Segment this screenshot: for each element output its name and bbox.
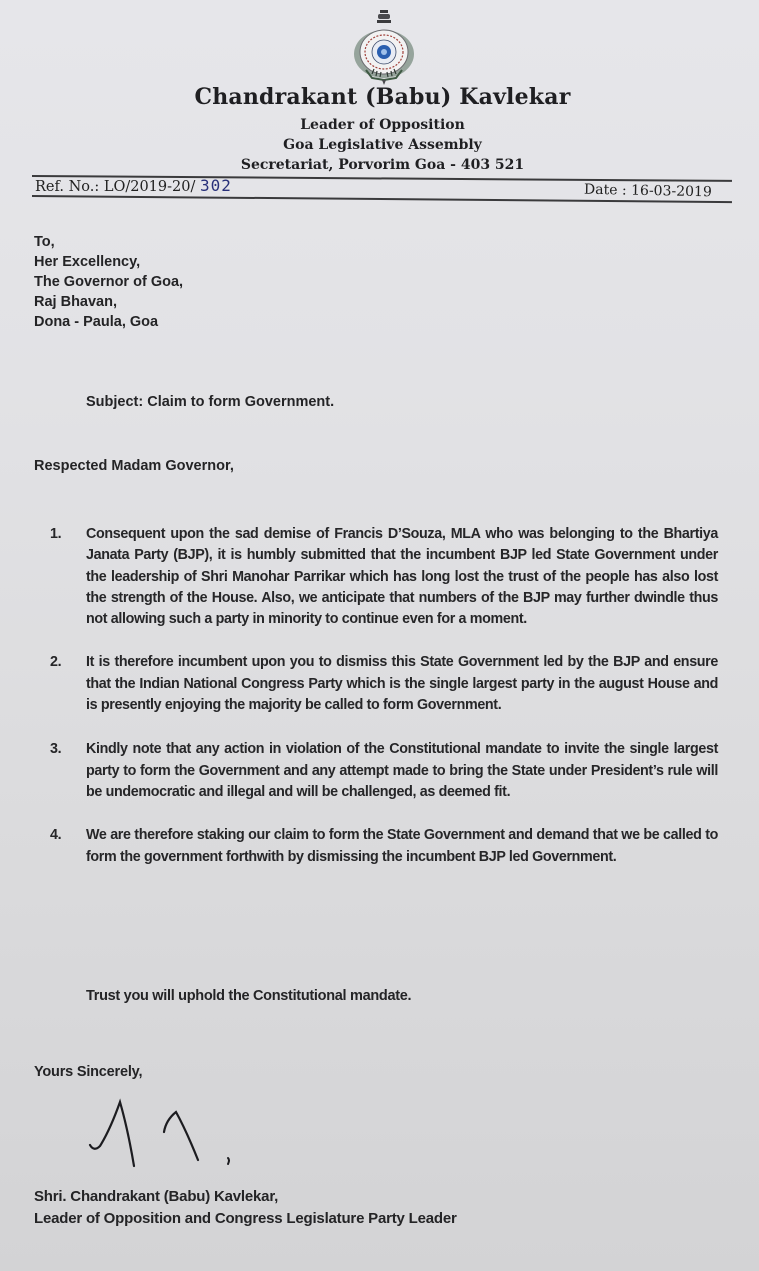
signer-title: Leader of Opposition and Congress Legislature Party Leader	[34, 1210, 457, 1227]
recipient-line: To,	[34, 234, 55, 250]
list-item	[50, 825, 718, 868]
letterhead-designation: Leader of Opposition	[300, 117, 465, 133]
recipient-address	[34, 232, 183, 332]
letter-date: Date : 16-03-2019	[583, 181, 712, 201]
point-number: 3.	[50, 741, 62, 758]
closing: Yours Sincerely,	[34, 1064, 143, 1080]
recipient-line: Dona - Paula, Goa	[34, 314, 159, 330]
letterhead-address: Secretariat, Porvorim Goa - 403 521	[240, 157, 525, 173]
reference-label: Ref. No.: LO/2019-20/	[35, 179, 196, 195]
numbered-points	[50, 524, 718, 868]
salutation: Respected Madam Governor,	[34, 458, 234, 474]
signer-name: Shri. Chandrakant (Babu) Kavlekar,	[34, 1188, 279, 1205]
emblem-icon	[342, 8, 426, 86]
point-text: Kindly note that any action in violation of the Constitutional mandate to invite the single largest party to form the Government and any attempt made to bring the State under President’s rule will be undemocratic and illegal and will be challenged, as deemed fit.	[86, 741, 718, 800]
list-item	[50, 652, 718, 716]
point-number: 4.	[50, 827, 62, 844]
letterhead-office: Goa Legislative Assembly	[283, 137, 482, 153]
point-text: We are therefore staking our claim to form the State Government and demand that we be called to form the government forthwith by dismissing the incumbent BJP led Government.	[86, 827, 718, 865]
letterhead-name: Chandrakant (Babu) Kavlekar	[194, 84, 571, 110]
point-number: 1.	[50, 526, 62, 542]
reference-handwritten-number: 302	[199, 176, 232, 195]
reference-number	[35, 176, 232, 195]
list-item	[50, 524, 718, 630]
list-item	[50, 739, 718, 803]
recipient-line: Raj Bhavan,	[34, 294, 117, 310]
signature-icon	[80, 1090, 260, 1175]
point-text: It is therefore incumbent upon you to dismiss this State Government led by the BJP and ensure that the Indian National Congress Party which is the single largest party in the august House and is presently enjoying the majority be called to form Government.	[86, 654, 718, 714]
point-number: 2.	[50, 654, 62, 671]
letter-subject: Subject: Claim to form Government.	[86, 394, 335, 410]
point-text: Consequent upon the sad demise of Francis D’Souza, MLA who was belonging to the Bhartiya Janata Party (BJP), it is humbly submitted that the incumbent BJP led State Government under the leadership of Shri Manohar Parrikar which has long lost the trust of the people has also lost the strength of the House. Also, we anticipate that numbers of the BJP may further dwindle thus not allowing such a party in minority to continue even for a moment.	[86, 526, 718, 628]
trust-line: Trust you will uphold the Constitutional mandate.	[86, 988, 412, 1004]
recipient-line: Her Excellency,	[34, 254, 141, 270]
recipient-line: The Governor of Goa,	[34, 274, 184, 290]
signer-block	[34, 1186, 457, 1230]
